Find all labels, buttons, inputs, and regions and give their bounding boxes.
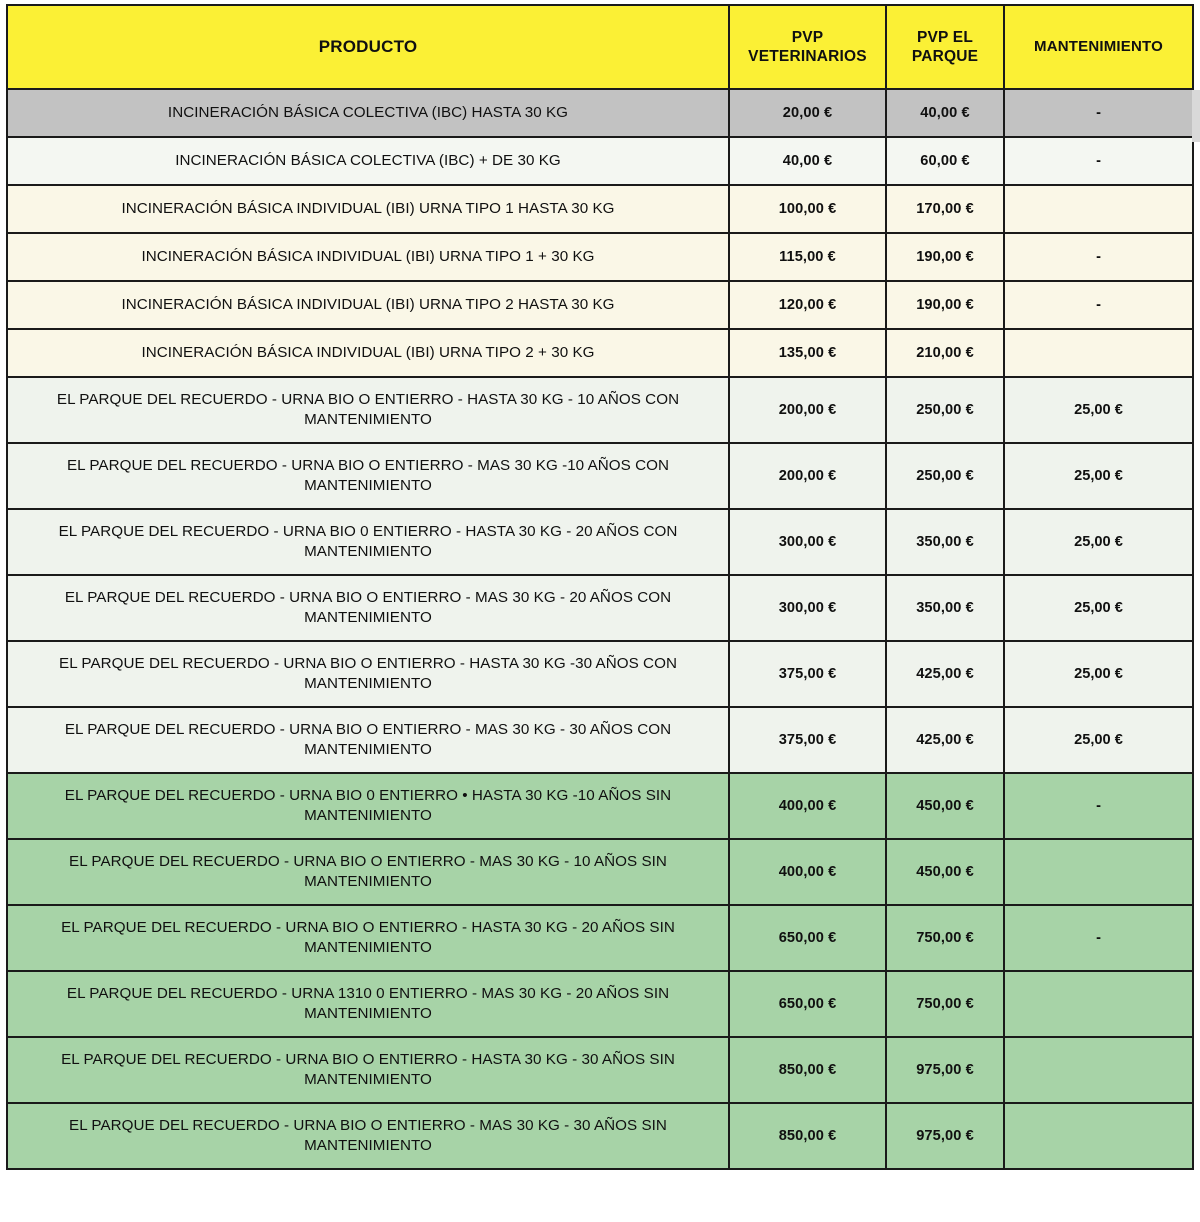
cell-pvp-el-parque: 250,00 € (886, 443, 1004, 509)
cell-pvp-el-parque: 750,00 € (886, 971, 1004, 1037)
cell-producto: EL PARQUE DEL RECUERDO - URNA BIO O ENTIERRO - MAS 30 KG - 10 AÑOS SIN MANTENIMIENTO (7, 839, 729, 905)
cell-producto: EL PARQUE DEL RECUERDO - URNA BIO O ENTIERRO - HASTA 30 KG - 20 AÑOS SIN MANTENIMIENTO (7, 905, 729, 971)
cell-pvp-el-parque: 170,00 € (886, 185, 1004, 233)
cell-mantenimiento: - (1004, 89, 1193, 137)
cell-pvp-el-parque: 60,00 € (886, 137, 1004, 185)
cell-producto: INCINERACIÓN BÁSICA COLECTIVA (IBC) + DE 30 KG (7, 137, 729, 185)
cell-mantenimiento: - (1004, 233, 1193, 281)
price-list-table (6, 4, 1194, 1170)
table-row (7, 971, 1193, 1037)
cell-mantenimiento (1004, 1103, 1193, 1169)
cell-producto: INCINERACIÓN BÁSICA INDIVIDUAL (IBI) URNA TIPO 2 HASTA 30 KG (7, 281, 729, 329)
cell-producto: INCINERACIÓN BÁSICA INDIVIDUAL (IBI) URNA TIPO 1 + 30 KG (7, 233, 729, 281)
cell-producto: EL PARQUE DEL RECUERDO - URNA BIO O ENTIERRO - MAS 30 KG - 30 AÑOS SIN MANTENIMIENTO (7, 1103, 729, 1169)
cell-mantenimiento: - (1004, 137, 1193, 185)
cell-pvp-el-parque: 975,00 € (886, 1037, 1004, 1103)
column-header-producto: PRODUCTO (7, 5, 729, 89)
cell-pvp-veterinarios: 135,00 € (729, 329, 886, 377)
table-row (7, 509, 1193, 575)
table-row (7, 443, 1193, 509)
table-body (7, 89, 1193, 1169)
table-row (7, 377, 1193, 443)
cell-producto: EL PARQUE DEL RECUERDO - URNA BIO O ENTIERRO - MAS 30 KG - 30 AÑOS CON MANTENIMIENTO (7, 707, 729, 773)
cell-pvp-veterinarios: 115,00 € (729, 233, 886, 281)
cell-producto: EL PARQUE DEL RECUERDO - URNA BIO O ENTIERRO - MAS 30 KG - 20 AÑOS CON MANTENIMIENTO (7, 575, 729, 641)
column-header-pvp-el-parque-line1: PVP EL (916, 28, 974, 46)
cell-pvp-veterinarios: 120,00 € (729, 281, 886, 329)
cell-mantenimiento: - (1004, 905, 1193, 971)
cell-pvp-veterinarios: 650,00 € (729, 905, 886, 971)
cell-producto: EL PARQUE DEL RECUERDO - URNA BIO O ENTIERRO - HASTA 30 KG - 10 AÑOS CON MANTENIMIENTO (7, 377, 729, 443)
column-header-pvp-el-parque-line2: PARQUE (911, 48, 979, 65)
table-row (7, 1103, 1193, 1169)
table-row (7, 641, 1193, 707)
cell-producto: INCINERACIÓN BÁSICA INDIVIDUAL (IBI) URNA TIPO 1 HASTA 30 KG (7, 185, 729, 233)
cell-mantenimiento: - (1004, 281, 1193, 329)
cell-pvp-veterinarios: 375,00 € (729, 641, 886, 707)
table-row (7, 89, 1193, 137)
cell-producto: EL PARQUE DEL RECUERDO - URNA BIO O ENTIERRO - HASTA 30 KG - 30 AÑOS SIN MANTENIMIENTO (7, 1037, 729, 1103)
cell-pvp-veterinarios: 200,00 € (729, 377, 886, 443)
cell-pvp-el-parque: 210,00 € (886, 329, 1004, 377)
cell-pvp-veterinarios: 100,00 € (729, 185, 886, 233)
cell-pvp-el-parque: 40,00 € (886, 89, 1004, 137)
cell-mantenimiento: 25,00 € (1004, 509, 1193, 575)
cell-mantenimiento (1004, 839, 1193, 905)
table-row (7, 1037, 1193, 1103)
cell-pvp-el-parque: 190,00 € (886, 281, 1004, 329)
table-row (7, 281, 1193, 329)
column-header-mantenimiento: MANTENIMIENTO (1004, 5, 1193, 89)
cell-pvp-veterinarios: 40,00 € (729, 137, 886, 185)
table-row (7, 233, 1193, 281)
cell-producto: EL PARQUE DEL RECUERDO - URNA BIO O ENTIERRO - MAS 30 KG -10 AÑOS CON MANTENIMIENTO (7, 443, 729, 509)
cell-mantenimiento: - (1004, 773, 1193, 839)
cell-pvp-veterinarios: 20,00 € (729, 89, 886, 137)
header-row (7, 5, 1193, 89)
cell-pvp-veterinarios: 300,00 € (729, 575, 886, 641)
column-header-pvp-veterinarios (729, 5, 886, 89)
cell-pvp-el-parque: 450,00 € (886, 773, 1004, 839)
cell-pvp-veterinarios: 400,00 € (729, 773, 886, 839)
cell-producto: INCINERACIÓN BÁSICA INDIVIDUAL (IBI) URNA TIPO 2 + 30 KG (7, 329, 729, 377)
cell-pvp-veterinarios: 400,00 € (729, 839, 886, 905)
cell-pvp-el-parque: 450,00 € (886, 839, 1004, 905)
cell-producto: EL PARQUE DEL RECUERDO - URNA BIO O ENTIERRO - HASTA 30 KG -30 AÑOS CON MANTENIMIENTO (7, 641, 729, 707)
cell-mantenimiento: 25,00 € (1004, 641, 1193, 707)
table-row (7, 329, 1193, 377)
cell-pvp-el-parque: 975,00 € (886, 1103, 1004, 1169)
cell-pvp-el-parque: 750,00 € (886, 905, 1004, 971)
table-row (7, 905, 1193, 971)
cell-mantenimiento (1004, 185, 1193, 233)
cell-pvp-veterinarios: 375,00 € (729, 707, 886, 773)
cell-mantenimiento (1004, 1037, 1193, 1103)
cell-mantenimiento (1004, 971, 1193, 1037)
table-row (7, 707, 1193, 773)
column-header-pvp-veterinarios-line1: PVP (791, 28, 824, 46)
table-row (7, 575, 1193, 641)
cell-mantenimiento: 25,00 € (1004, 575, 1193, 641)
cell-pvp-veterinarios: 200,00 € (729, 443, 886, 509)
table-row (7, 185, 1193, 233)
cell-pvp-veterinarios: 300,00 € (729, 509, 886, 575)
cell-producto: INCINERACIÓN BÁSICA COLECTIVA (IBC) HASTA 30 KG (7, 89, 729, 137)
cell-mantenimiento: 25,00 € (1004, 443, 1193, 509)
column-header-pvp-veterinarios-line2: VETERINARIOS (748, 48, 867, 65)
cell-pvp-el-parque: 350,00 € (886, 575, 1004, 641)
table-row (7, 839, 1193, 905)
cell-producto: EL PARQUE DEL RECUERDO - URNA 1310 0 ENTIERRO - MAS 30 KG - 20 AÑOS SIN MANTENIMIENTO (7, 971, 729, 1037)
table-row (7, 137, 1193, 185)
cell-mantenimiento: 25,00 € (1004, 377, 1193, 443)
cell-pvp-veterinarios: 850,00 € (729, 1037, 886, 1103)
cell-pvp-el-parque: 425,00 € (886, 641, 1004, 707)
table-row (7, 773, 1193, 839)
column-header-pvp-el-parque (886, 5, 1004, 89)
cell-pvp-veterinarios: 650,00 € (729, 971, 886, 1037)
cell-pvp-el-parque: 350,00 € (886, 509, 1004, 575)
cell-mantenimiento: 25,00 € (1004, 707, 1193, 773)
cell-producto: EL PARQUE DEL RECUERDO - URNA BIO 0 ENTIERRO - HASTA 30 KG - 20 AÑOS CON MANTENIMIENTO (7, 509, 729, 575)
cell-pvp-el-parque: 425,00 € (886, 707, 1004, 773)
cell-producto: EL PARQUE DEL RECUERDO - URNA BIO 0 ENTIERRO • HASTA 30 KG -10 AÑOS SIN MANTENIMIENTO (7, 773, 729, 839)
cell-pvp-el-parque: 250,00 € (886, 377, 1004, 443)
cell-mantenimiento (1004, 329, 1193, 377)
cell-pvp-veterinarios: 850,00 € (729, 1103, 886, 1169)
cell-pvp-el-parque: 190,00 € (886, 233, 1004, 281)
table-header (7, 5, 1193, 89)
